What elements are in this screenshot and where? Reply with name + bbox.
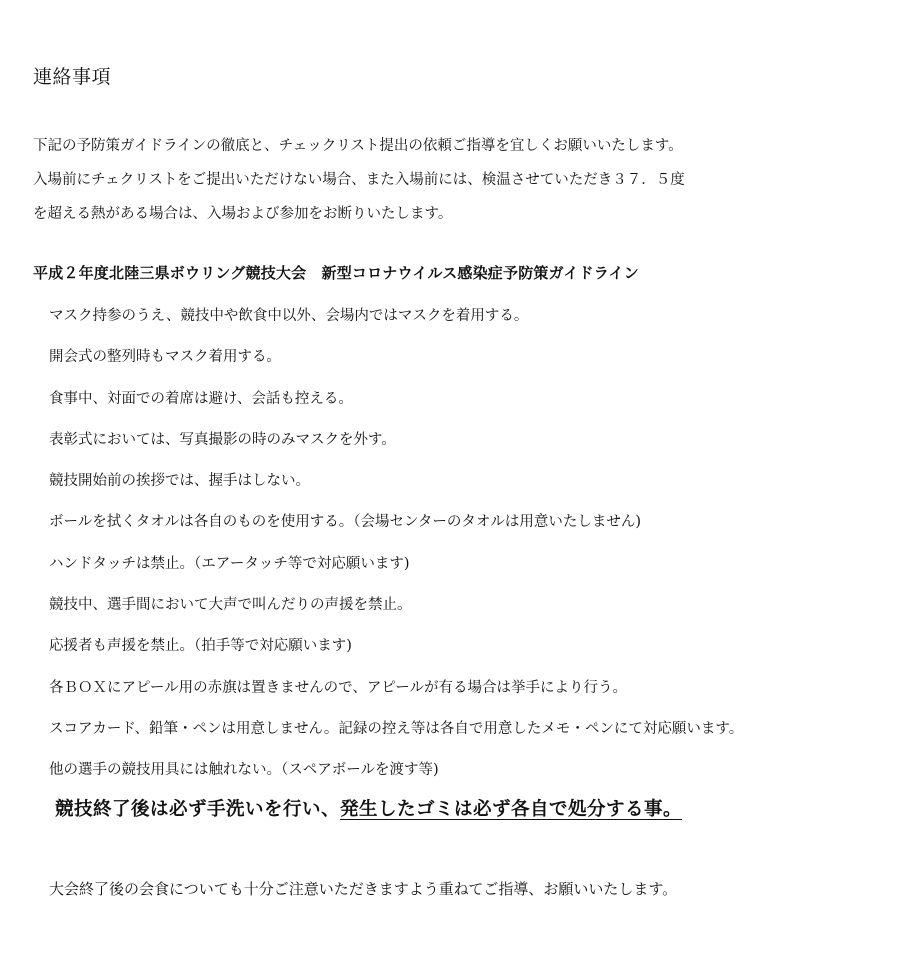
rule-item: 競技中、選手間において大声で叫んだりの声援を禁止。 <box>49 597 412 614</box>
rule-item: スコアカード、鉛筆・ペンは用意しません。記録の控え等は各自で用意したメモ・ペンにて対応願います。 <box>49 720 744 737</box>
intro-line-3: を超える熱がある場合は、入場および参加をお断りいたします。 <box>33 206 453 222</box>
rule-item: 応援者も声援を禁止。（拍手等で対応願います) <box>49 638 352 655</box>
closing-note: 大会終了後の会食についても十分ご注意いただきますよう重ねてご指導、お願いいたします。 <box>49 880 678 898</box>
rule-item: ボールを拭くタオルは各自のものを使用する。（会場センターのタオルは用意いたしません) <box>49 514 642 531</box>
rule-item: 開会式の整列時もマスク着用する。 <box>49 349 281 366</box>
intro-line-1: 下記の予防策ガイドラインの徹底と、チェックリスト提出の依頼ご指導を宜しくお願いいたします。 <box>33 138 683 154</box>
guideline-rules-list <box>49 302 743 798</box>
intro-paragraph <box>33 129 873 231</box>
rule-item: 他の選手の競技用具には触れない。（スペアボールを渡す等) <box>49 762 439 779</box>
rule-item: 表彰式においては、写真撮影の時のみマスクを外す。 <box>49 431 396 448</box>
rule-item: 食事中、対面での着席は避け、会話も控える。 <box>49 390 353 407</box>
rule-item: マスク持参のうえ、競技中や飲食中以外、会場内ではマスクを着用する。 <box>49 308 529 324</box>
emphasis-part-1: 競技終了後は必ず手洗いを行い、 <box>55 799 341 820</box>
emphasis-notice <box>55 795 682 821</box>
rule-item: ハンドタッチは禁止。（エアータッチ等で対応願います) <box>49 555 410 572</box>
intro-line-2: 入場前にチェクリストをご提出いただけない場合、また入場前には、検温させていただき３７．５度 <box>33 172 685 188</box>
page-heading: 連絡事項 <box>33 66 112 88</box>
rule-item: 競技開始前の挨拶では、握手はしない。 <box>49 473 310 490</box>
emphasis-part-2-underlined: 発生したゴミは必ず各自で処分する事。 <box>340 799 683 820</box>
guideline-title: 平成２年度北陸三県ボウリング競技大会 新型コロナウイルス感染症予防策ガイドライン <box>33 264 639 282</box>
rule-item: 各ＢＯＸにアピール用の赤旗は置きませんので、アピールが有る場合は挙手により行う。 <box>49 679 627 696</box>
